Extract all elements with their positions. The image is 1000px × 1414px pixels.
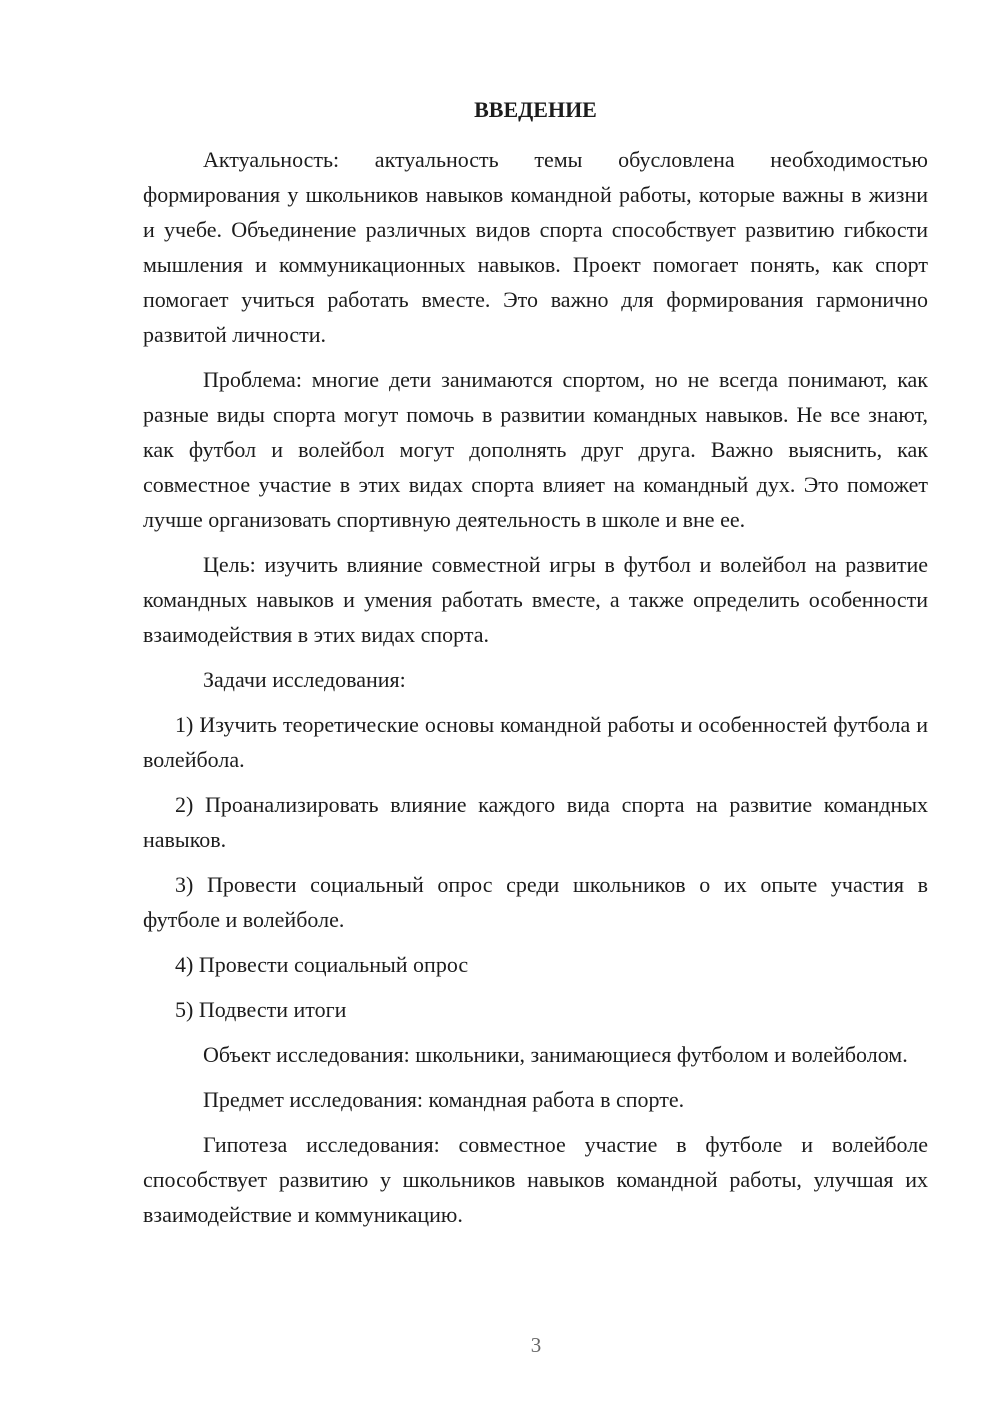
- page-number: 3: [530, 1333, 542, 1357]
- paragraph-hypothesis: Гипотеза исследования: совместное участие в футболе и волейболе способствует развитию у школьников навыков командной работы, улучшая их взаимодействие и коммуникацию.: [143, 1132, 928, 1227]
- task-item-4: 4) Провести социальный опрос: [175, 952, 469, 977]
- task-item-3: 3) Провести социальный опрос среди школьников о их опыте участия в футболе и волейболе.: [143, 872, 928, 932]
- paragraph-tasks-heading: Задачи исследования:: [203, 667, 406, 692]
- task-item-1: 1) Изучить теоретические основы командной работы и особенностей футбола и волейбола.: [143, 712, 928, 772]
- paragraph-relevance: Актуальность: актуальность темы обусловлена необходимостью формирования у школьников навыков командной работы, которые важны в жизни и учебе. Объединение различных видов спорта способствует развитию гибкости мышления и коммуникационных навыков. Проект помогает понять, как спорт помогает учиться работать вместе. Это важно для формирования гармонично развитой личности.: [143, 147, 928, 347]
- page-title: ВВЕДЕНИЕ: [474, 97, 597, 122]
- task-item-2: 2) Проанализировать влияние каждого вида спорта на развитие командных навыков.: [143, 792, 928, 852]
- paragraph-problem: Проблема: многие дети занимаются спортом, но не всегда понимают, как разные виды спорта могут помочь в развитии командных навыков. Не все знают, как футбол и волейбол могут дополнять друг друга. Важно выяснить, как совместное участие в этих видах спорта влияет на командный дух. Это поможет лучше организовать спортивную деятельность в школе и вне ее.: [143, 367, 928, 532]
- paragraph-goal: Цель: изучить влияние совместной игры в футбол и волейбол на развитие командных навыков и умения работать вместе, а также определить особенности взаимодействия в этих видах спорта.: [143, 552, 928, 647]
- paragraph-subject: Предмет исследования: командная работа в спорте.: [203, 1087, 685, 1112]
- paragraph-object: Объект исследования: школьники, занимающиеся футболом и волейболом.: [203, 1042, 908, 1067]
- page-content: [143, 92, 928, 1242]
- task-item-5: 5) Подвести итоги: [175, 997, 347, 1022]
